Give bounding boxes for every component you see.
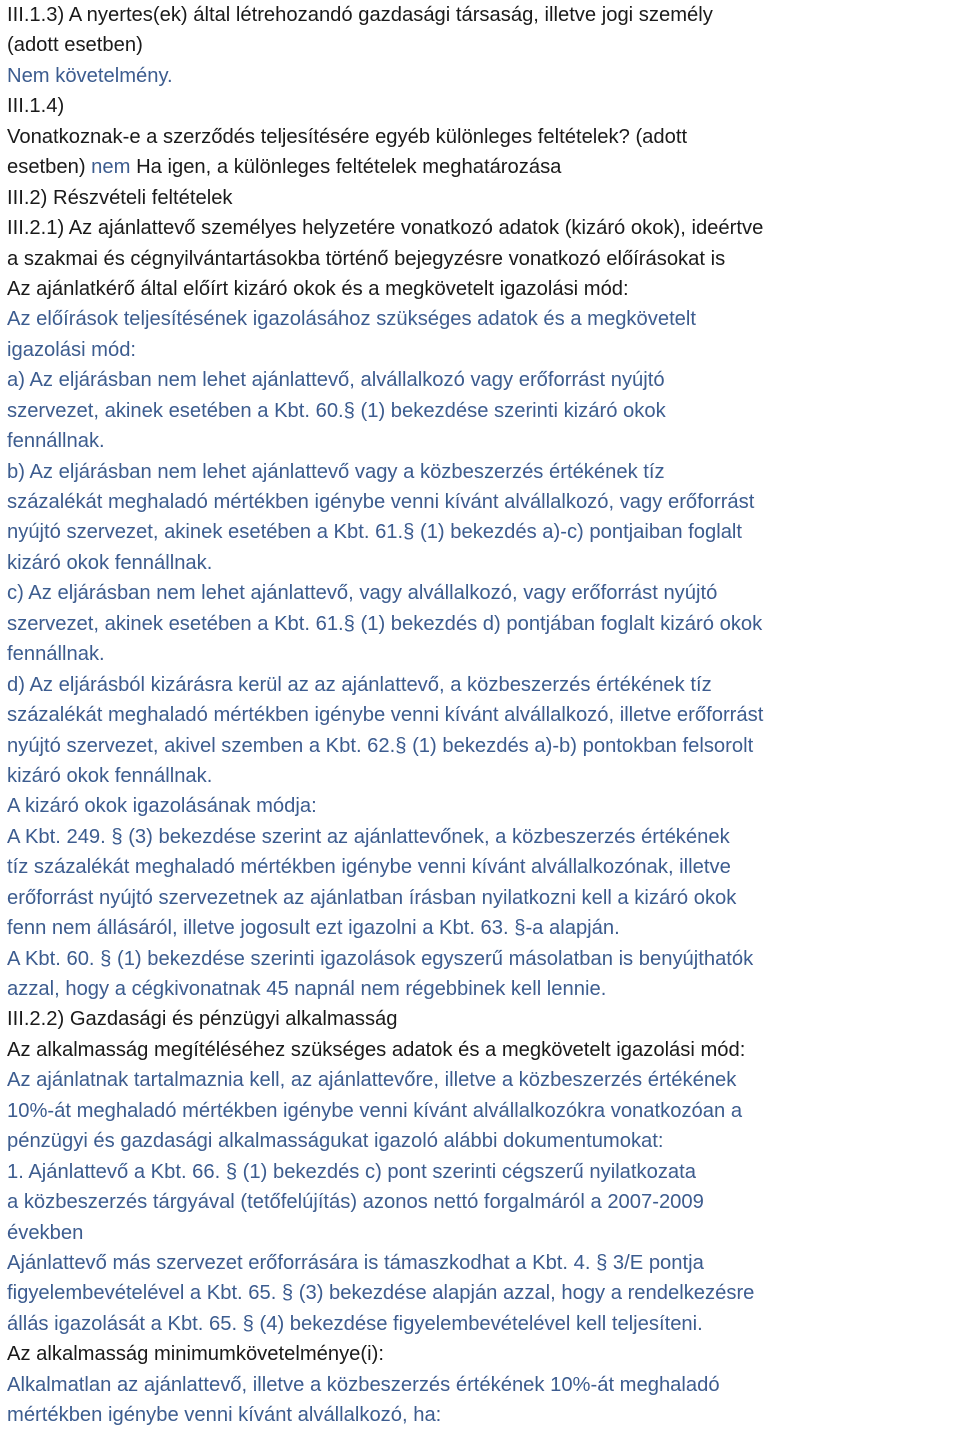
text-line (7, 152, 960, 182)
text-segment: 1. Ajánlattevő a Kbt. 66. § (1) bekezdés c) pont szerinti cégszerű nyilatkozata (7, 1160, 696, 1183)
text-line (7, 365, 960, 395)
text-segment: III.2.2) Gazdasági és pénzügyi alkalmasság (7, 1008, 398, 1031)
text-line (7, 1004, 960, 1034)
text-line (7, 274, 960, 304)
text-segment: A Kbt. 249. § (3) bekezdése szerint az ajánlattevőnek, a közbeszerzés értékének (7, 825, 730, 848)
text-segment: százalékát meghaladó mértékben igénybe venni kívánt alvállalkozó, illetve erőforrást (7, 704, 764, 727)
text-segment: A Kbt. 60. § (1) bekezdése szerinti igazolások egyszerű másolatban is benyújthatók (7, 947, 754, 970)
text-segment: d) Az eljárásból kizárásra kerül az az ajánlattevő, a közbeszerzés értékének tíz (7, 673, 712, 696)
text-line (7, 1218, 960, 1248)
text-segment: b) Az eljárásban nem lehet ajánlattevő vagy a közbeszerzés értékének tíz (7, 460, 665, 483)
text-segment: nyújtó szervezet, akivel szemben a Kbt. 62.§ (1) bekezdés a)-b) pontokban felsorolt (7, 734, 754, 757)
text-line (7, 426, 960, 456)
text-line (7, 883, 960, 913)
text-segment: Nem követelmény. (7, 64, 173, 87)
text-line (7, 457, 960, 487)
text-segment: nyújtó szervezet, akinek esetében a Kbt. 61.§ (1) bekezdés a)-c) pontjaiban foglalt (7, 521, 743, 544)
text-segment: azzal, hogy a cégkivonatnak 45 napnál nem régebbinek kell lennie. (7, 978, 607, 1000)
text-segment: nem (91, 156, 137, 179)
text-segment: erőforrást nyújtó szervezetnek az ajánlatban írásban nyilatkozni kell a kizáró okok (7, 886, 737, 909)
text-line (7, 1126, 960, 1156)
text-segment: Az alkalmasság minimumkövetelménye(i): (7, 1343, 384, 1366)
text-line (7, 913, 960, 943)
text-segment: kizáró okok fennállnak. (7, 551, 213, 574)
text-segment: állás igazolását a Kbt. 65. § (4) bekezdése figyelembevételével kell teljesíteni. (7, 1312, 703, 1335)
text-segment: a) Az eljárásban nem lehet ajánlattevő, alvállalkozó vagy erőforrást nyújtó (7, 369, 665, 392)
text-line (7, 852, 960, 882)
text-line (7, 487, 960, 517)
text-segment: Az előírások teljesítésének igazolásához szükséges adatok és a megkövetelt (7, 308, 697, 331)
text-line (7, 183, 960, 213)
text-line (7, 548, 960, 578)
text-line (7, 0, 960, 30)
text-line (7, 1035, 960, 1065)
text-line (7, 1187, 960, 1217)
text-segment: 10%-át meghaladó mértékben igénybe venni kívánt alvállalkozókra vonatkozóan a (7, 1099, 743, 1122)
text-segment: c) Az eljárásban nem lehet ajánlattevő, vagy alvállalkozó, vagy erőforrást nyújtó (7, 582, 718, 605)
text-line (7, 1096, 960, 1126)
text-segment: fennállnak. (7, 430, 105, 453)
text-segment: kizáró okok fennállnak. (7, 764, 213, 787)
text-segment: III.2.1) Az ajánlattevő személyes helyzetére vonatkozó adatok (kizáró okok), ideértve (7, 217, 764, 240)
text-line (7, 1400, 960, 1430)
text-segment: A kizáró okok igazolásának módja: (7, 795, 317, 818)
text-line (7, 791, 960, 821)
text-line (7, 122, 960, 152)
text-segment: fennállnak. (7, 643, 105, 666)
text-segment: Alkalmatlan az ajánlattevő, illetve a közbeszerzés értékének 10%-át meghaladó (7, 1373, 720, 1396)
text-line (7, 1339, 960, 1369)
text-segment: figyelembevételével a Kbt. 65. § (3) bekezdése alapján azzal, hogy a rendelkezésre (7, 1282, 755, 1305)
text-line (7, 304, 960, 334)
text-segment: pénzügyi és gazdasági alkalmasságukat igazoló alábbi dokumentumokat: (7, 1130, 664, 1153)
text-segment: szervezet, akinek esetében a Kbt. 61.§ (1) bekezdés d) pontjában foglalt kizáró okok (7, 612, 763, 635)
text-line (7, 1370, 960, 1400)
text-line (7, 244, 960, 274)
text-line (7, 639, 960, 669)
text-segment: Az ajánlatnak tartalmaznia kell, az ajánlattevőre, illetve a közbeszerzés értékének (7, 1069, 737, 1092)
text-line (7, 700, 960, 730)
text-segment: szervezet, akinek esetében a Kbt. 60.§ (1) bekezdése szerinti kizáró okok (7, 399, 666, 422)
text-segment: tíz százalékát meghaladó mértékben igénybe venni kívánt alvállalkozónak, illetve (7, 856, 731, 879)
text-segment: III.2) Részvételi feltételek (7, 186, 233, 209)
text-segment: igazolási mód: (7, 338, 137, 361)
text-line (7, 1278, 960, 1308)
text-segment: százalékát meghaladó mértékben igénybe venni kívánt alvállalkozó, vagy erőforrást (7, 491, 755, 513)
text-segment: években (7, 1221, 84, 1244)
text-line (7, 1309, 960, 1339)
text-line (7, 91, 960, 121)
text-segment: (adott esetben) (7, 34, 143, 57)
text-segment: a szakmai és cégnyilvántartásokba történő bejegyzésre vonatkozó előírásokat is (7, 247, 726, 270)
text-segment: Ha igen, a különleges feltételek meghatározása (136, 156, 562, 179)
text-segment: esetben) (7, 156, 92, 179)
text-segment: III.1.4) (7, 95, 65, 118)
text-segment: Az alkalmasság megítéléséhez szükséges adatok és a megkövetelt igazolási mód: (7, 1038, 746, 1061)
text-line (7, 1065, 960, 1095)
text-line (7, 213, 960, 243)
text-line (7, 396, 960, 426)
text-line (7, 731, 960, 761)
text-line (7, 61, 960, 91)
text-line (7, 1248, 960, 1278)
text-line (7, 578, 960, 608)
text-line (7, 670, 960, 700)
text-segment: Vonatkoznak-e a szerződés teljesítésére egyéb különleges feltételek? (adott (7, 125, 688, 148)
text-line (7, 822, 960, 852)
text-segment: mértékben igénybe venni kívánt alvállalkozó, ha: (7, 1404, 442, 1427)
text-line (7, 1157, 960, 1187)
text-segment: Az ajánlatkérő által előírt kizáró okok és a megkövetelt igazolási mód: (7, 277, 629, 300)
text-line (7, 30, 960, 60)
text-segment: Ajánlattevő más szervezet erőforrására is támaszkodhat a Kbt. 4. § 3/E pontja (7, 1251, 704, 1274)
text-line (7, 609, 960, 639)
text-segment: a közbeszerzés tárgyával (tetőfelújítás) azonos nettó forgalmáról a 2007-2009 (7, 1191, 704, 1214)
text-line (7, 761, 960, 791)
text-segment: fenn nem állásáról, illetve jogosult ezt igazolni a Kbt. 63. §-a alapján. (7, 917, 620, 940)
text-line (7, 517, 960, 547)
text-line (7, 974, 960, 1004)
text-segment: III.1.3) A nyertes(ek) által létrehozandó gazdasági társaság, illetve jogi személy (7, 4, 713, 26)
text-line (7, 335, 960, 365)
text-line (7, 944, 960, 974)
